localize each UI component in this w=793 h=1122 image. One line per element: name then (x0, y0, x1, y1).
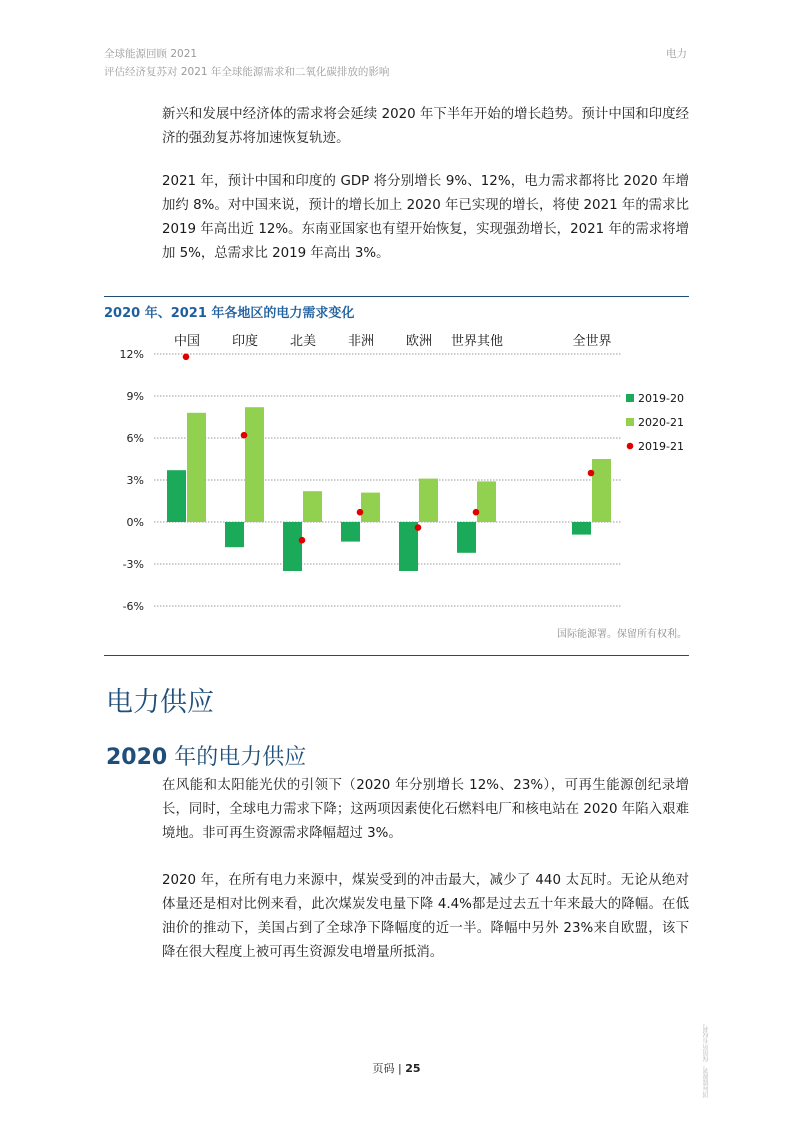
paragraph-recovery-trend: 新兴和发展中经济体的需求将会延续 2020 年下半年开始的增长趋势。预计中国和印度经济的强劲复苏将加速恢复轨迹。 (162, 107, 689, 146)
category-label: 全世界 (572, 334, 612, 349)
bar (399, 522, 418, 571)
bar (167, 470, 186, 522)
data-point (241, 432, 248, 439)
header-section-name: 电力 (666, 48, 687, 60)
y-tick-label: -3% (122, 558, 144, 571)
figure-bottom-rule (104, 655, 689, 656)
section-heading-electricity-supply: 电力供应 (106, 687, 214, 718)
side-copyright-note: 国际能源署。保留所有权利。 (703, 1020, 710, 1098)
data-point (183, 354, 190, 361)
subsection-heading-year: 2020 (106, 745, 168, 770)
header-report-title: 全球能源回顾 2021 (104, 48, 198, 60)
data-point (415, 524, 422, 531)
bar (592, 459, 611, 522)
category-label: 印度 (231, 334, 259, 349)
bar (303, 491, 322, 522)
subsection-heading-2020-supply (106, 740, 306, 771)
bar (572, 522, 591, 535)
electricity-demand-chart (104, 322, 689, 617)
y-tick-label: 12% (119, 348, 144, 361)
page-number: 25 (405, 1062, 421, 1075)
category-label: 世界其他 (450, 334, 504, 349)
bar (225, 522, 244, 547)
bar (245, 407, 264, 522)
legend-swatch (626, 418, 634, 426)
legend-swatch (627, 443, 634, 450)
data-point (299, 537, 306, 544)
legend-label: 2019-21 (638, 440, 684, 453)
legend-swatch (626, 394, 634, 402)
paragraph-renewables-growth: 在风能和太阳能光伏的引领下（2020 年分别增长 12%、23%），可再生能源创纪录增长，同时，全球电力需求下降；这两项因素使化石燃料电厂和核电站在 2020 年陷入艰难境地。非可再生资源需求降幅超过 3%。 (162, 778, 689, 841)
category-label: 中国 (173, 334, 201, 349)
bar (419, 479, 438, 522)
figure-title: 2020 年、2021 年各地区的电力需求变化 (104, 306, 355, 321)
paragraph-coal-decline: 2020 年，在所有电力来源中，煤炭受到的冲击最大，减少了 440 太瓦时。无论从绝对体量还是相对比例来看，此次煤炭发电量下降 4.4%都是过去五十年来最大的降幅。在低油价的推动下，美国占到了全球净下降幅度的近一半。降幅中另外 23%来自欧盟，该下降在很大程度上被可再生资源发电增量所抵消。 (162, 873, 689, 960)
data-point (588, 470, 595, 477)
legend-label: 2019-20 (638, 392, 684, 405)
figure-top-rule (104, 296, 689, 297)
header-report-subtitle: 评估经济复苏对 2021 年全球能源需求和二氧化碳排放的影响 (104, 66, 390, 78)
y-tick-label: 3% (126, 474, 144, 487)
bar (457, 522, 476, 553)
bar (477, 481, 496, 522)
data-point (357, 509, 364, 516)
bar (341, 522, 360, 542)
subsection-heading-text: 年的电力供应 (167, 745, 307, 770)
page-number-label: 页码 | (372, 1062, 406, 1075)
bar (187, 413, 206, 522)
category-label: 北美 (289, 334, 317, 349)
bar (283, 522, 302, 571)
data-point (473, 509, 480, 516)
page-footer (0, 1060, 793, 1076)
legend-label: 2020-21 (638, 416, 684, 429)
category-label: 非洲 (347, 334, 375, 349)
y-tick-label: 0% (126, 516, 144, 529)
figure-credit: 国际能源署。保留所有权利。 (557, 629, 687, 640)
category-label: 欧洲 (405, 334, 433, 349)
bar (361, 493, 380, 522)
y-tick-label: 6% (126, 432, 144, 445)
paragraph-china-india-forecast: 2021 年，预计中国和印度的 GDP 将分别增长 9%、12%，电力需求都将比 2020 年增加约 8%。对中国来说，预计的增长加上 2020 年已实现的增长，将使 2021 年的需求比 2019 年高出近 12%。东南亚国家也有望开始恢复，实现强劲增长，2021 年的需求将增加 5%，总需求比 2019 年高出 3%。 (162, 174, 689, 261)
y-tick-label: -6% (122, 600, 144, 613)
y-tick-label: 9% (126, 390, 144, 403)
